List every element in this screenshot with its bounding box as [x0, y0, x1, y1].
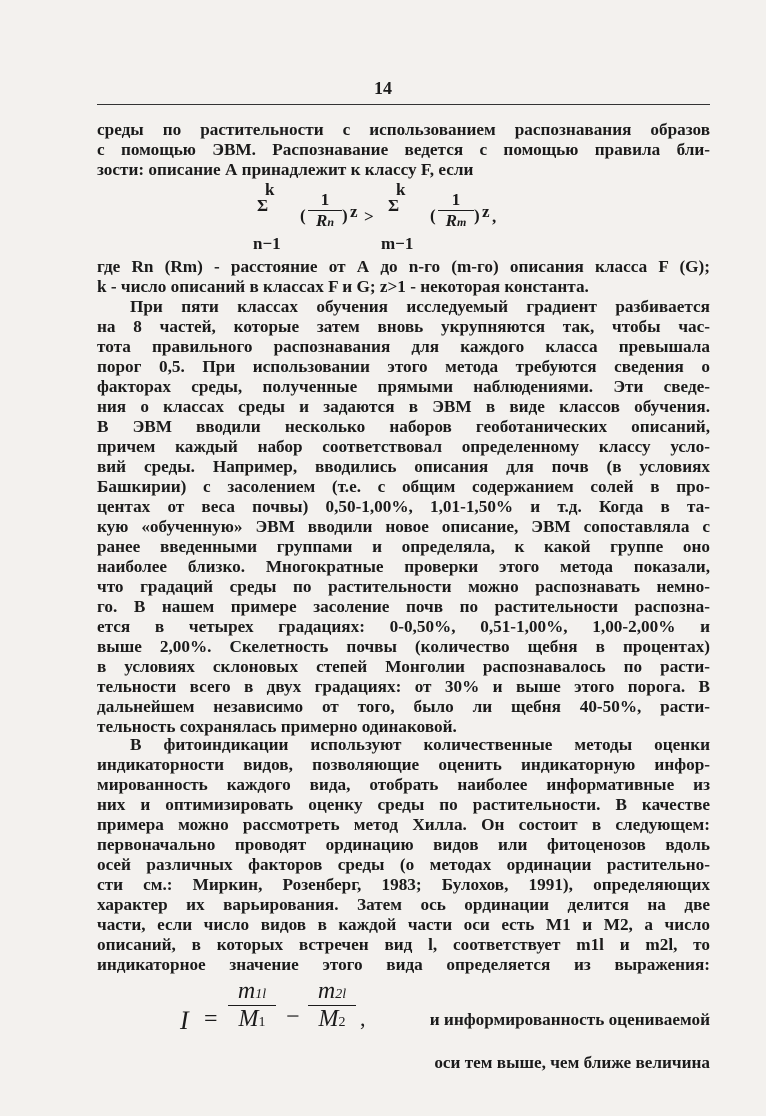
- formula-comma: ,: [492, 207, 497, 226]
- text-line: го. В нашем примере засоление почв по растительности распозна-: [97, 597, 710, 616]
- text-line: них и оптимизировать оценку среды по растительности. В качестве: [97, 795, 710, 814]
- fraction-2: [308, 978, 356, 1033]
- denominator: M: [238, 1006, 259, 1032]
- numerator: m: [237, 978, 256, 1004]
- text-line: оси тем выше, чем ближе величина: [434, 1053, 710, 1072]
- right-fraction: [438, 190, 474, 231]
- text-line: что градаций среды по растительности можно распознавать немно-: [97, 577, 710, 596]
- text-line: сти см.: Миркин, Розенберг, 1983; Булохов, 1991), определяющих: [97, 875, 710, 894]
- fraction-numerator: 1: [451, 190, 461, 209]
- formula-lhs: I: [180, 1006, 189, 1035]
- sum-symbol: Σ: [257, 196, 269, 215]
- text-line: центах от веса почвы) 0,50-1,00%, 1,01-1,50% и т.д. Когда в та-: [97, 497, 710, 516]
- text-line: индикаторности видов, позволяющие оценить индикаторную инфор-: [97, 755, 710, 774]
- numerator-subscript: 1l: [255, 987, 267, 1002]
- numerator-subscript: 2l: [335, 987, 347, 1002]
- text-line: на 8 частей, которые затем вновь укрупняются так, чтобы час-: [97, 317, 710, 336]
- numerator: m: [317, 978, 336, 1004]
- text-line: первоначально проводят ординацию видов или фитоценозов вдоль: [97, 835, 710, 854]
- text-line: зости: описание А принадлежит к классу F, если: [97, 160, 474, 179]
- text-line: характер их варьирования. Затем ось ординации делится на две: [97, 895, 710, 914]
- text-line: выше 2,00%. Скелетность почвы (количество щебня в процентах): [97, 637, 710, 656]
- formula-comma: ,: [360, 1006, 366, 1031]
- text-line: в условиях склоновых степей Монголии распознавалось по расти-: [97, 657, 710, 676]
- text-line: факторах среды, полученные прямыми наблюдениями. Эти сведе-: [97, 377, 710, 396]
- page-number: 14: [374, 78, 392, 98]
- text-line: среды по растительности с использованием распознавания образов: [97, 120, 710, 139]
- sum-symbol: Σ: [388, 196, 400, 215]
- text-line: осей различных факторов среды (о методах ординации растительно-: [97, 855, 710, 874]
- text-line: В фитоиндикации используют количественные методы оценки: [130, 735, 710, 754]
- text-line: вий среды. Например, вводились описания для почв (в условиях: [97, 457, 710, 476]
- formula-minus: −: [286, 1004, 300, 1030]
- text-line: и информированность оцениваемой: [429, 1010, 710, 1029]
- text-line: При пяти классах обучения исследуемый градиент разбивается: [130, 297, 710, 316]
- exponent: z: [350, 202, 358, 221]
- text-line: индикаторное значение этого вида определяется из выражения:: [97, 955, 710, 974]
- fraction-numerator: 1: [320, 190, 330, 209]
- sum-lower-limit: n−1: [253, 234, 281, 253]
- text-line: с помощью ЭВМ. Распознавание ведется с помощью правила бли-: [97, 140, 710, 159]
- fraction-subscript: m: [457, 215, 467, 229]
- text-line: ния о классах среды и задаются в ЭВМ в виде классов обучения.: [97, 397, 710, 416]
- text-line: мированность каждого вида, отобрать наиболее информативные из: [97, 775, 710, 794]
- left-fraction: [308, 190, 342, 231]
- relation-symbol: >: [364, 207, 374, 226]
- fraction-denominator: R: [445, 211, 457, 230]
- text-line: тельность сохранялась примерно одинаковой.: [97, 717, 457, 736]
- denominator: M: [318, 1006, 339, 1032]
- text-line: ранее введенными группами и определяла, к какой группе оно: [97, 537, 710, 556]
- header-rule: [97, 104, 710, 105]
- denominator-subscript: 2: [338, 1015, 346, 1030]
- fraction-subscript: n: [327, 215, 335, 229]
- text-line: тельности всего в двух градациях: от 30% и выше этого порога. В: [97, 677, 710, 696]
- text-line: дальнейшем независимо от того, было ли щебня 40-50%, расти-: [97, 697, 710, 716]
- text-line: причем каждый набор соответствовал определенному классу усло-: [97, 437, 710, 456]
- text-line: описаний, в которых встречен вид l, соответствует m1l и m2l, то: [97, 935, 710, 954]
- exponent: z: [482, 202, 490, 221]
- text-line: тота правильного распознавания для каждого класса превышала: [97, 337, 710, 356]
- text-line: наиболее близко. Многократные проверки этого метода показали,: [97, 557, 710, 576]
- fraction-denominator: R: [315, 211, 328, 230]
- formula-equals: =: [204, 1006, 218, 1032]
- text-line: примера можно рассмотреть метод Хилла. Он состоит в следующем:: [97, 815, 710, 834]
- text-line: В ЭВМ вводили несколько наборов геоботанических описаний,: [97, 417, 710, 436]
- fraction-1: [228, 978, 276, 1033]
- text-line: Башкирии) с засолением (т.е. с общим содержанием солей в про-: [97, 477, 710, 496]
- sum-lower-limit: m−1: [381, 234, 414, 253]
- denominator-subscript: 1: [258, 1015, 266, 1030]
- text-line: ется в четырех градациях: 0-0,50%, 0,51-1,00%, 1,00-2,00% и: [97, 617, 710, 636]
- text-line: порог 0,5. При использовании этого метода требуются сведения о: [97, 357, 710, 376]
- text-line: k - число описаний в классах F и G; z>1 - некоторая константа.: [97, 277, 589, 296]
- sum-upper-limit: k: [396, 180, 406, 199]
- text-line: где Rn (Rm) - расстояние от А до n-го (m-го) описания класса F (G);: [97, 257, 710, 276]
- text-line: части, если число видов в каждой части оси есть M1 и M2, а число: [97, 915, 710, 934]
- text-line: кую «обученную» ЭВМ вводили новое описание, ЭВМ сопоставляла с: [97, 517, 710, 536]
- sum-upper-limit: k: [265, 180, 275, 199]
- document-page: 14 среды по растительности с использованием распознавания образов с помощью ЭВМ. Распознавание ведется с помощью правила бли- зости: описание А принадлежит к классу F, если k Σ n−1 ( 1 Rn ) z > k Σ m−1 ( 1 Rm ) z , где Rn (Rm) - расстояние от А до n-го (m-го) описания класса F (G); k - число описаний в классах F и G; z>1 - некоторая константа. При пяти классах обучения исследуемый градиент разбивается на 8 частей, которые затем вновь укрупняются так, чтобы час- тота правильного распознавания для каждого класса превышала порог 0,5. При использовании этого метода требуются сведения о факторах среды, полученные прямыми наблюдениями. Эти сведе- ния о классах среды и задаются в ЭВМ в виде классов обучения. В ЭВМ вводили несколько наборов геоботанических описаний, причем каждый набор соответствовал определенному классу усло- вий среды. Например, вводились описания для почв (в условиях Башкирии) с засолением (т.е. с общим содержанием солей в про- центах от веса почвы) 0,50-1,00%, 1,01-1,50% и т.д. Когда в та- кую «обученную» ЭВМ вводили новое описание, ЭВМ сопоставляла с ранее введенными группами и определяла, к какой группе оно наиболее близко. Многократные проверки этого метода показали, что градаций среды по растительности можно распознавать немно- го. В нашем примере засоление почв по растительности распозна- ется в четырех градациях: 0-0,50%, 0,51-1,00%, 1,00-2,00% и выше 2,00%. Скелетность почвы (количество щебня в процентах) в условиях склоновых степей Монголии распознавалось по расти- тельности всего в двух градациях: от 30% и выше этого порога. В дальнейшем независимо от того, было ли щебня 40-50%, расти- тельность сохранялась примерно одинаковой. В фитоиндикации используют количественные методы оценки индикаторности видов, позволяющие оценить индикаторную инфор- мированность каждого вида, отобрать наиболее информативные из них и оптимизировать оценку среды по растительности. В качестве примера можно рассмотреть метод Хилла. Он состоит в следующем: первоначально проводят ординацию видов или фитоценозов вдоль осей различных факторов среды (о методах ординации растительно- сти см.: Миркин, Розенберг, 1983; Булохов, 1991), определяющих характер их варьирования. Затем ось ординации делится на две части, если число видов в каждой части оси есть M1 и M2, а число описаний, в которых встречен вид l, соответствует m1l и m2l, то индикаторное значение этого вида определяется из выражения: I = m1l M1 − m2l M2 , и информированность оцениваемой оси тем выше, чем ближе величина: [0, 0, 766, 1116]
